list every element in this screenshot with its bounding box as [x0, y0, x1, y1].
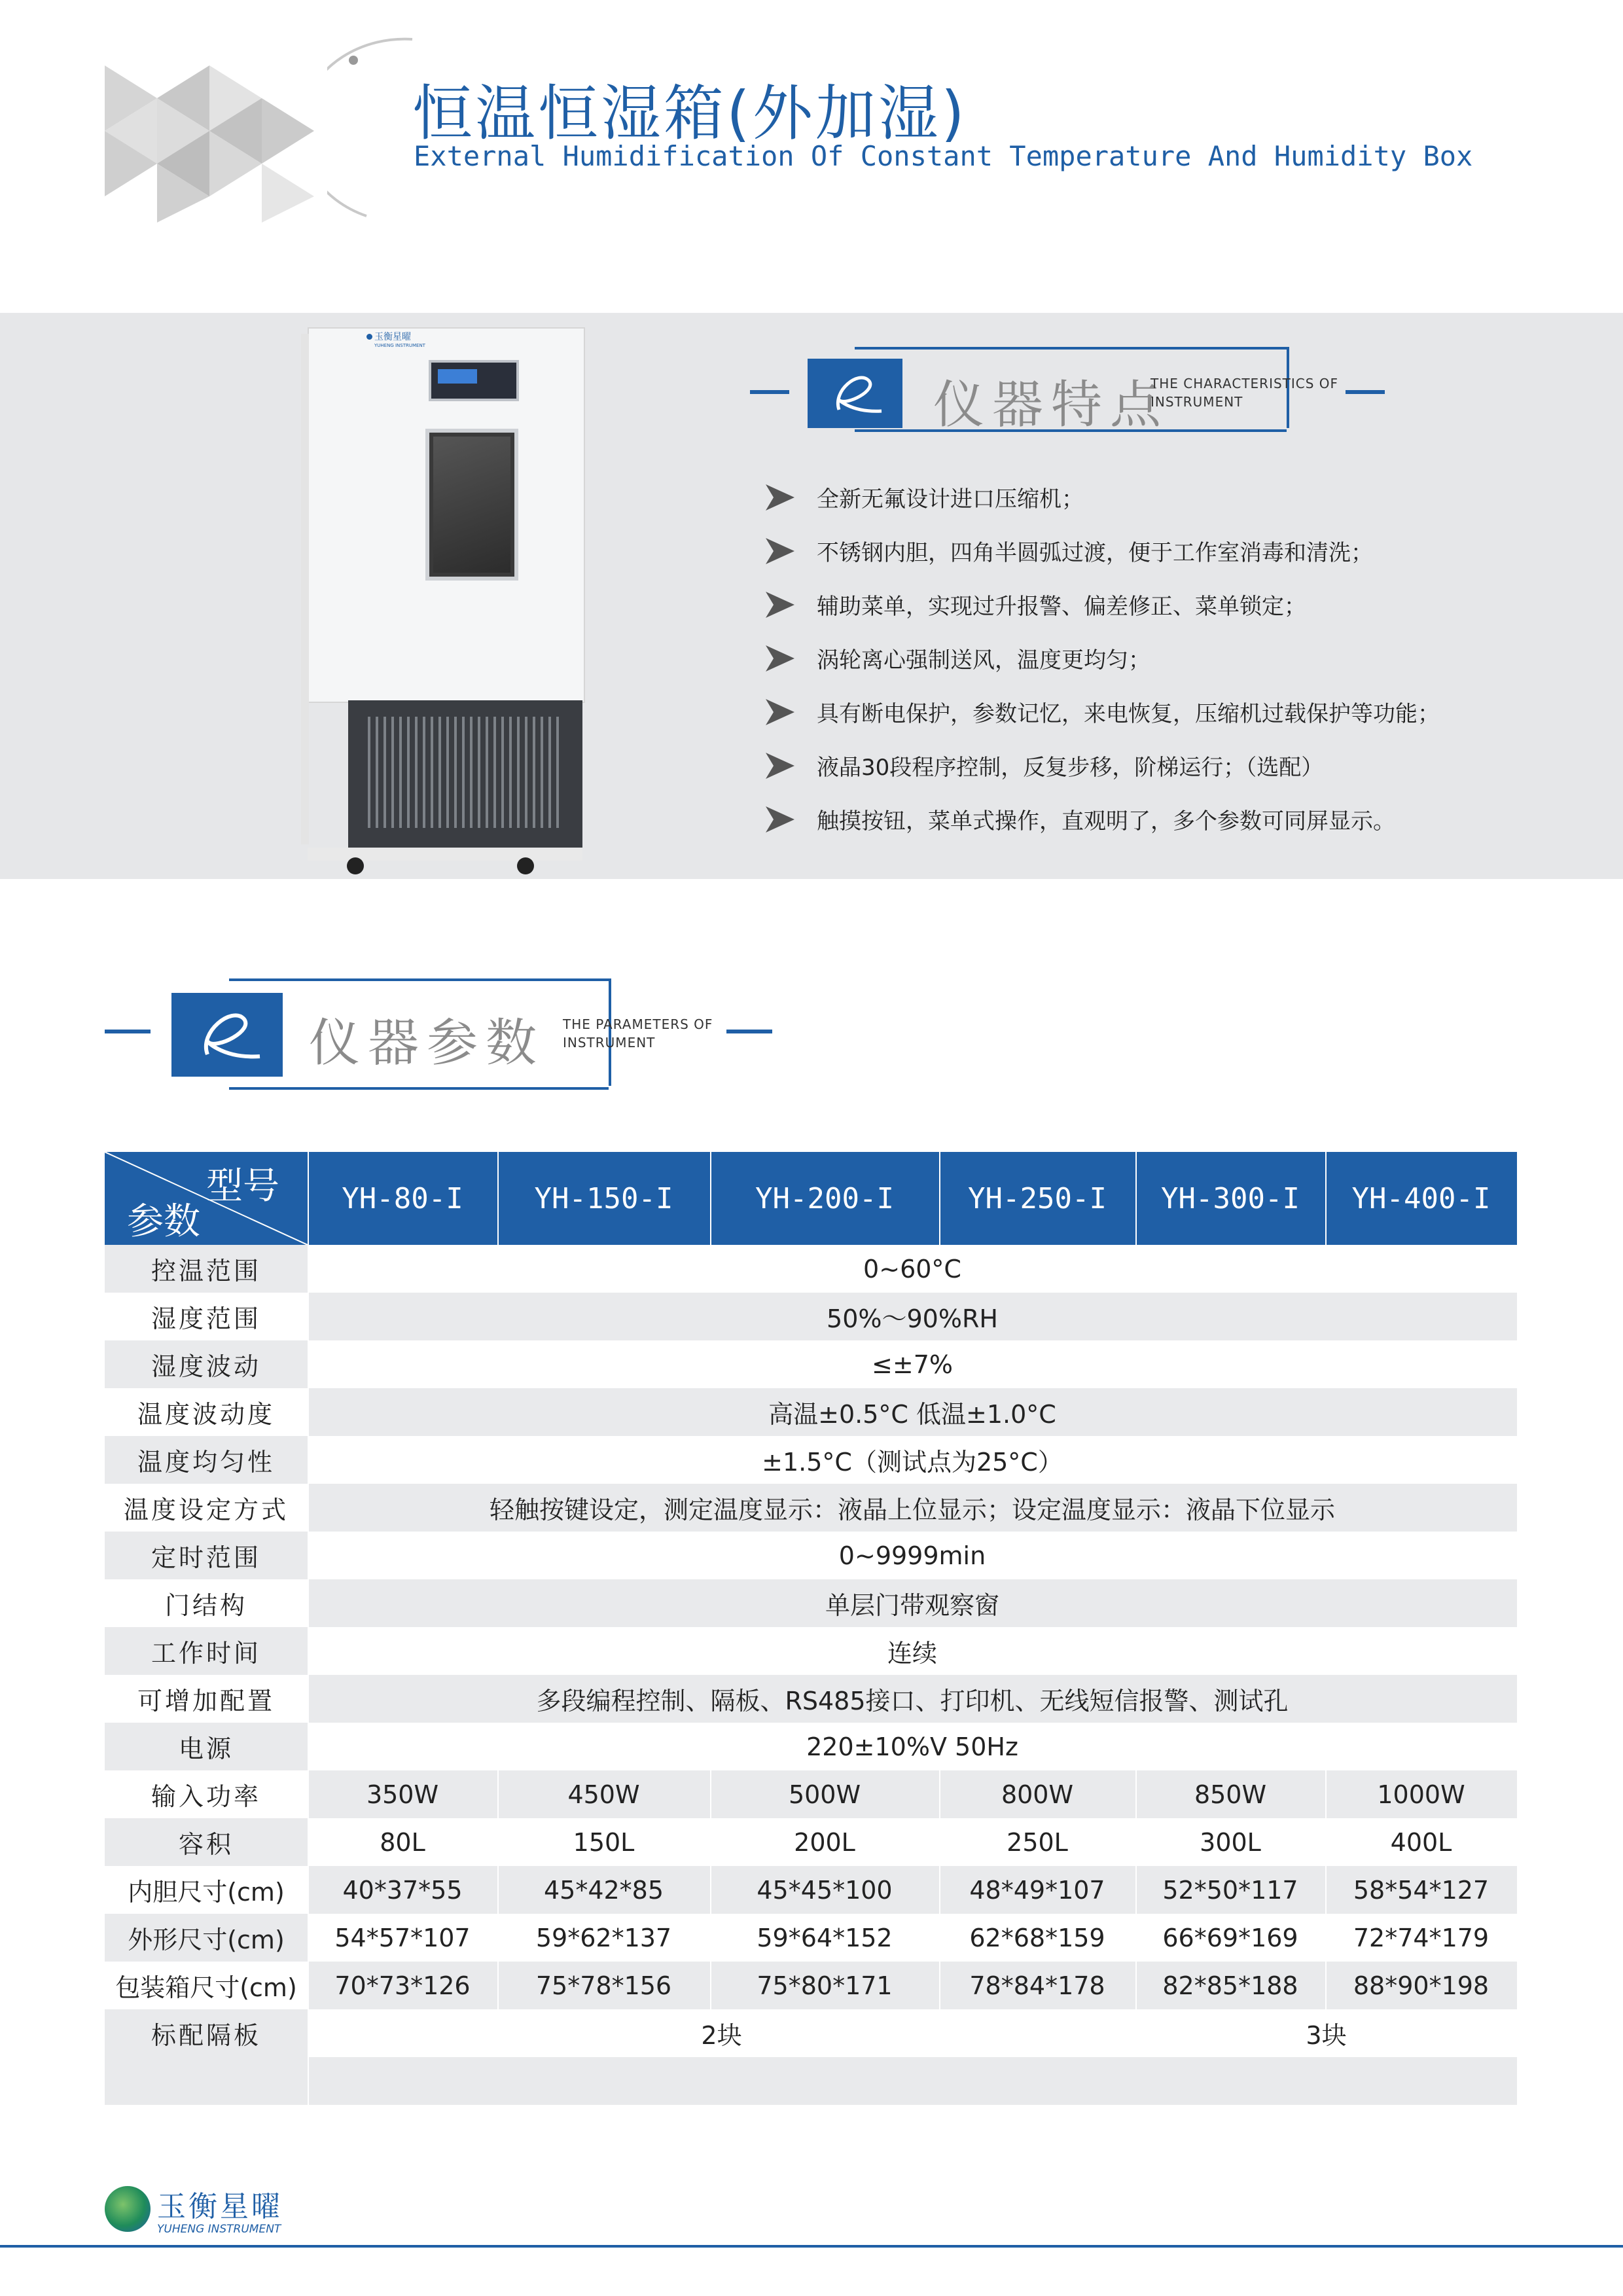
- row-label: 标配隔板: [105, 2009, 308, 2057]
- table-header: [105, 1152, 1517, 1245]
- row-value: 59*64*152: [757, 1923, 893, 1952]
- table-row: [105, 1818, 1517, 1866]
- row-label: 定时范围: [151, 1543, 261, 1572]
- brand-logo-icon: [366, 334, 372, 340]
- signature-logo-icon: [171, 993, 283, 1077]
- model-header: YH-400-I: [1351, 1181, 1491, 1215]
- feature-item: 辅助菜单，实现过升报警、偏差修正、菜单锁定；: [766, 588, 1306, 620]
- row-label: 温度波动度: [105, 1388, 308, 1436]
- cabinet-brand: 玉衡星曜: [374, 332, 411, 342]
- table-row: [105, 1340, 1517, 1388]
- row-value: 50%～90%RH: [827, 1304, 998, 1333]
- arrow-bullet-icon: [766, 806, 794, 833]
- row-value: 58*54*127: [1353, 1875, 1489, 1905]
- footer-brand: 玉衡星曜: [157, 2190, 283, 2223]
- row-label: 门结构: [105, 1579, 308, 1627]
- model-header: YH-80-I: [342, 1181, 463, 1215]
- table-row: [105, 1245, 1517, 1293]
- row-value: 40*37*55: [342, 1875, 463, 1905]
- row-value: 150L: [573, 1827, 635, 1857]
- row-value: 75*78*156: [535, 1971, 672, 2000]
- params-title-en-1: THE PARAMETERS OF: [563, 1016, 713, 1032]
- row-value: 1000W: [1377, 1780, 1465, 1809]
- arrow-bullet-icon: [766, 645, 794, 672]
- feature-item: 液晶30段程序控制，反复步移，阶梯运行；（选配）: [766, 749, 1323, 781]
- arrow-bullet-icon: [766, 538, 794, 564]
- table-row: [105, 1293, 1517, 1340]
- row-value: 72*74*179: [1353, 1923, 1489, 1952]
- table-row: [105, 2009, 1517, 2057]
- row-value: 59*62*137: [535, 1923, 672, 1952]
- row-value: 48*49*107: [969, 1875, 1105, 1905]
- table-row: [105, 1675, 1517, 1723]
- row-label: 包装箱尺寸(cm): [105, 1962, 308, 2009]
- row-value: 220±10%V 50Hz: [308, 1723, 1517, 1770]
- table-row: [105, 1770, 1517, 1818]
- row-value: 0~60°C: [308, 1245, 1517, 1293]
- page-title: 恒温恒湿箱(外加湿): [412, 79, 967, 149]
- table-row: [105, 1388, 1517, 1436]
- features-title-en-2: INSTRUMENT: [1150, 394, 1243, 410]
- row-value: 300L: [1200, 1827, 1261, 1857]
- model-header: YH-250-I: [968, 1181, 1107, 1215]
- row-value: 200L: [794, 1827, 855, 1857]
- row-value: 2块: [701, 2021, 742, 2050]
- row-value: 轻触按键设定，测定温度显示：液晶上位显示；设定温度显示：液晶下位显示: [489, 1496, 1335, 1524]
- table-row: [105, 1532, 1517, 1579]
- corner-param-label: 参数: [127, 1200, 200, 1243]
- row-value: 500W: [788, 1780, 861, 1809]
- signature-logo-icon: [808, 359, 902, 428]
- features-title-en-1: THE CHARACTERISTICS OF: [1150, 376, 1339, 391]
- row-label: 控温范围: [151, 1257, 261, 1285]
- row-value: 70*73*126: [334, 1971, 471, 2000]
- row-value: 400L: [1390, 1827, 1452, 1857]
- model-header: YH-300-I: [1161, 1181, 1300, 1215]
- row-value: 52*50*117: [1162, 1875, 1298, 1905]
- lcd-display: [438, 369, 477, 384]
- feature-item: 触摸按钮，菜单式操作，直观明了，多个参数可同屏显示。: [766, 803, 1395, 835]
- row-label: 温度设定方式: [105, 1484, 308, 1532]
- table-row: [105, 1579, 1517, 1627]
- cabinet-brand-sub: YUHENG INSTRUMENT: [374, 343, 425, 348]
- table-row: [105, 1484, 1517, 1532]
- row-label: 外形尺寸(cm): [105, 1914, 308, 1962]
- row-label: 内胆尺寸(cm): [105, 1866, 308, 1914]
- caster-wheel-left: [347, 857, 364, 874]
- row-label: 工作时间: [151, 1639, 261, 1668]
- model-header: YH-150-I: [534, 1181, 673, 1215]
- row-value: 450W: [567, 1780, 640, 1809]
- table-row: [105, 1914, 1517, 1962]
- row-value: ≤±7%: [308, 1340, 1517, 1388]
- table-row: [105, 1962, 1517, 2009]
- row-value: 75*80*171: [757, 1971, 893, 2000]
- row-value: 78*84*178: [969, 1971, 1105, 2000]
- corner-model-label: 型号: [206, 1165, 279, 1208]
- row-value: 54*57*107: [334, 1923, 471, 1952]
- table-row: [105, 1723, 1517, 1770]
- cabinet-side: [301, 334, 309, 844]
- footer-line: [0, 2245, 1623, 2248]
- row-value: 850W: [1194, 1780, 1267, 1809]
- features-title: 仪器特点: [933, 376, 1169, 435]
- row-label: 输入功率: [105, 1770, 308, 1818]
- features-heading: [750, 347, 1385, 439]
- table-row: [105, 1436, 1517, 1484]
- feature-item: 不锈钢内胆，四角半圆弧过渡，便于工作室消毒和清洗；: [766, 535, 1373, 567]
- ventilation-grille: [348, 700, 582, 848]
- table-row: [105, 1866, 1517, 1914]
- arrow-bullet-icon: [766, 484, 794, 511]
- feature-item: 涡轮离心强制送风，温度更均匀；: [766, 642, 1150, 674]
- product-image: [301, 327, 582, 877]
- row-value: 80L: [380, 1827, 425, 1857]
- feature-item: 具有断电保护，参数记忆，来电恢复，压缩机过载保护等功能；: [766, 696, 1440, 728]
- caster-wheel-right: [517, 857, 534, 874]
- table-row-empty: [105, 2057, 1517, 2105]
- row-value: 0~9999min: [308, 1532, 1517, 1579]
- row-value: 45*42*85: [543, 1875, 664, 1905]
- row-value: ±1.5°C（测试点为25°C）: [308, 1436, 1517, 1484]
- footer-brand-en: YUHENG INSTRUMENT: [157, 2223, 281, 2236]
- params-title: 仪器参数: [309, 1014, 545, 1073]
- row-label: 湿度范围: [105, 1293, 308, 1340]
- arrow-bullet-icon: [766, 699, 794, 725]
- arrow-bullet-icon: [766, 592, 794, 618]
- row-label: 可增加配置: [105, 1675, 308, 1723]
- row-label: 容积: [105, 1818, 308, 1866]
- row-label: 温度均匀性: [137, 1448, 275, 1477]
- row-value: 多段编程控制、隔板、RS485接口、打印机、无线短信报警、测试孔: [536, 1687, 1289, 1715]
- row-value: 62*68*159: [969, 1923, 1105, 1952]
- model-header: YH-200-I: [755, 1181, 894, 1215]
- table-row: [105, 1627, 1517, 1675]
- row-value: 350W: [366, 1780, 439, 1809]
- row-value: 250L: [1007, 1827, 1068, 1857]
- row-value: 800W: [1001, 1780, 1074, 1809]
- params-heading: [105, 978, 772, 1090]
- row-value: 3块: [1306, 2021, 1347, 2050]
- row-value: 66*69*169: [1162, 1923, 1298, 1952]
- row-label: 湿度波动: [151, 1352, 261, 1381]
- params-title-en-2: INSTRUMENT: [563, 1035, 656, 1050]
- row-value: 高温±0.5°C 低温±1.0°C: [768, 1400, 1056, 1429]
- observation-window: [425, 429, 518, 581]
- row-label: 电源: [178, 1734, 234, 1763]
- row-value: 45*45*100: [757, 1875, 893, 1905]
- brand-logo-icon: [105, 2186, 151, 2232]
- row-value: 82*85*188: [1162, 1971, 1298, 2000]
- feature-item: 全新无氟设计进口压缩机；: [766, 481, 1084, 513]
- row-value: 88*90*198: [1353, 1971, 1489, 2000]
- row-value: 连续: [308, 1627, 1517, 1675]
- arrow-bullet-icon: [766, 753, 794, 779]
- control-panel: [429, 360, 519, 401]
- page-subtitle: External Humidification Of Constant Temperature And Humidity Box: [414, 140, 1473, 172]
- row-value: 单层门带观察窗: [825, 1591, 999, 1620]
